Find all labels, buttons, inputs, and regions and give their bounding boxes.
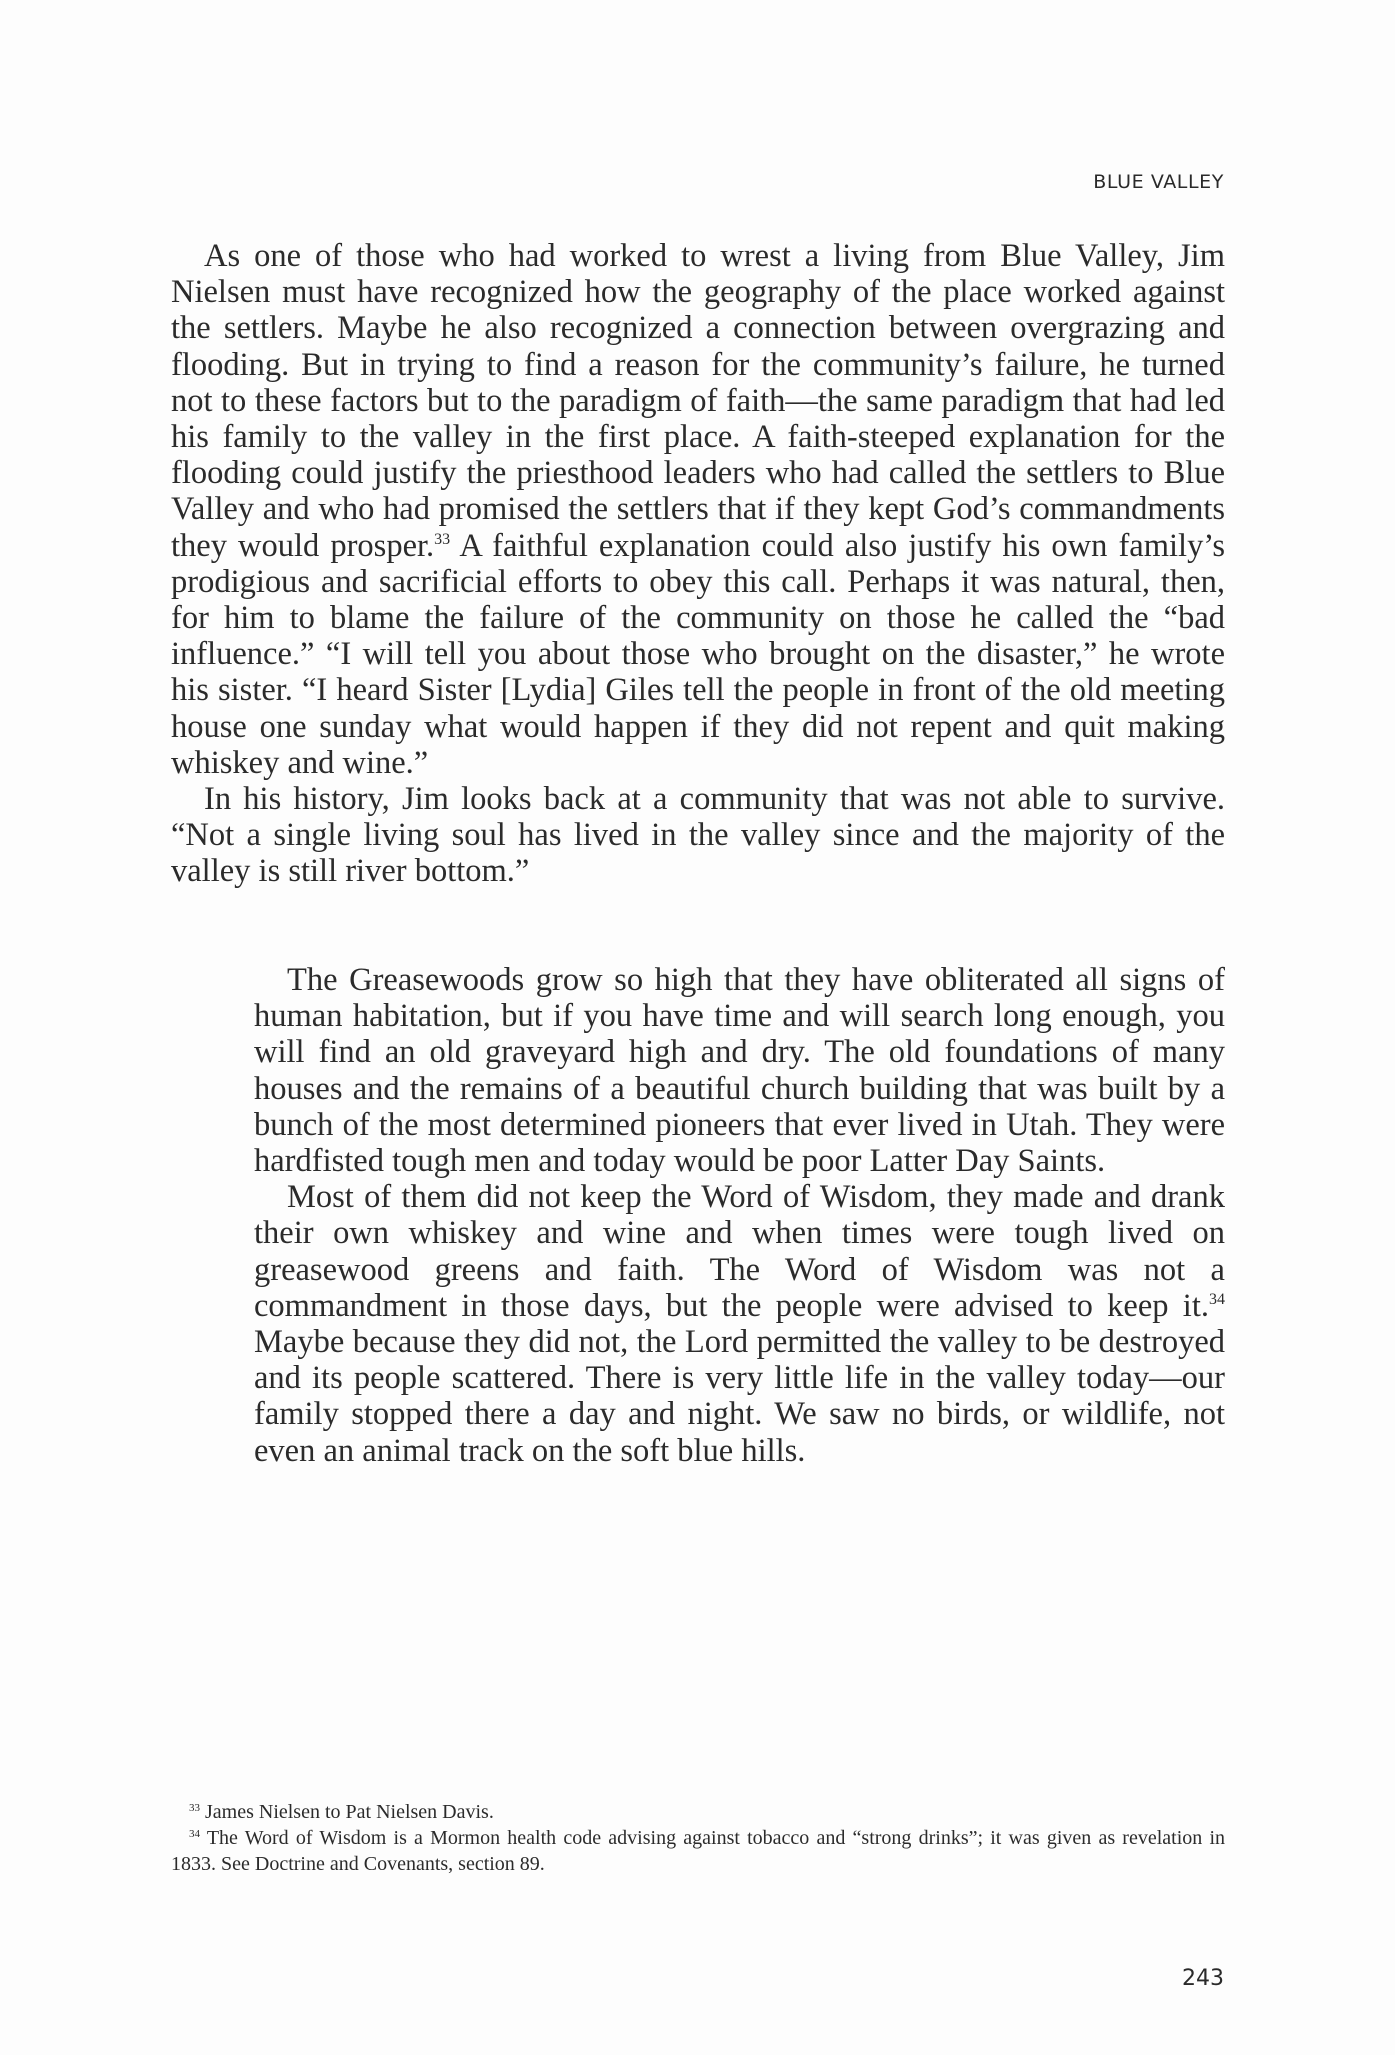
block-quote [254, 962, 1225, 1469]
footnote-33 [171, 1799, 1225, 1825]
footnote-34 [171, 1825, 1225, 1877]
running-head: BLUE VALLEY [1093, 171, 1224, 193]
paragraph [171, 238, 1225, 781]
footnote-marker: 33 [189, 1802, 200, 1814]
footnote-ref-33: 33 [434, 530, 451, 548]
quote-text: The Greasewoods grow so high that they have obliterated all signs of human habitation, but if you have time and will search long enough, you will find an old graveyard high and dry. The old foundations of many houses and the remains of a beautiful church building that was built by a bunch of the most determined pioneers that ever lived in Utah. They were hardfisted tough men and today would be poor Latter Day Saints. [254, 962, 1225, 1180]
quote-text-continued: Maybe because they did not, the Lord permitted the valley to be destroyed and its people scattered. There is very little life in the valley today—our family stopped there a day and night. We saw no birds, or wildlife, not even an animal track on the soft blue hills. [254, 1324, 1225, 1469]
quote-paragraph [254, 962, 1225, 1179]
footnote-ref-34: 34 [1209, 1290, 1225, 1308]
quote-paragraph [254, 1179, 1225, 1469]
footnote-text: James Nielsen to Pat Nielsen Davis. [200, 1801, 494, 1823]
paragraph-text: In his history, Jim looks back at a community that was not able to survive. “Not a single living soul has lived in the valley since and the majority of the valley is still river bottom.” [171, 781, 1225, 890]
main-text [171, 238, 1225, 890]
paragraph-text: As one of those who had worked to wrest a living from Blue Valley, Jim Nielsen must have recognized how the geography of the place worked against the settlers. Maybe he also recognized a connection between overgrazing and flooding. But in trying to find a reason for the community’s failure, he turned not to these factors but to the paradigm of faith—the same paradigm that had led his family to the valley in the first place. A faith-steeped explanation for the flooding could justify the priesthood leaders who had called the settlers to Blue Valley and who had promised the settlers that if they kept God’s commandments they would prosper. [171, 238, 1225, 564]
footnote-text: The Word of Wisdom is a Mormon health code advising against tobacco and “strong drinks”; it was given as revelation in 1833. See Doctrine and Covenants, section 89. [171, 1827, 1225, 1875]
paragraph-text-continued: A faithful explanation could also justify his own family’s prodigious and sacrificial efforts to obey this call. Perhaps it was natural, then, for him to blame the failure of the community on those he called the “bad influence.” “I will tell you about those who brought on the disaster,” he wrote his sister. “I heard Sister [Lydia] Giles tell the people in front of the old meeting house one sunday what would happen if they did not repent and quit making whiskey and wine.” [171, 527, 1225, 781]
quote-text: Most of them did not keep the Word of Wisdom, they made and drank their own whiskey and wine and when times were tough lived on greasewood greens and faith. The Word of Wisdom was not a commandment in those days, but the people were advised to keep it. [254, 1179, 1225, 1324]
footnote-marker: 34 [189, 1828, 200, 1840]
footnotes [171, 1799, 1225, 1877]
paragraph [171, 781, 1225, 890]
page-number: 243 [1182, 1966, 1224, 1991]
